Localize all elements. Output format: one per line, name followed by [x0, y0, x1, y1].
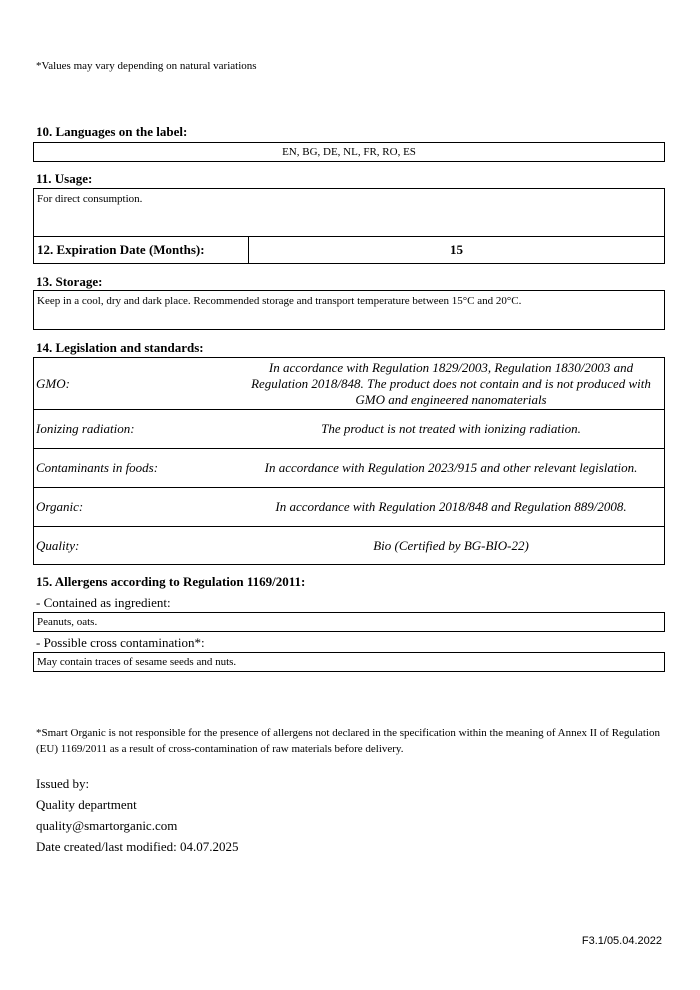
legislation-value: The product is not treated with ionizing radiation. [321, 421, 581, 436]
allergen-footnote: *Smart Organic is not responsible for the presence of allergens not declared in the specification within the meaning of Annex II of Regulation (EU) 1169/2011 as a result of cross-contamination of raw materials before delivery. [36, 727, 660, 755]
section-15-heading: 15. Allergens according to Regulation 1169/2011: [36, 574, 306, 589]
legislation-table [33, 357, 665, 565]
contained-label: - Contained as ingredient: [36, 595, 171, 610]
legislation-key: Organic: [36, 499, 84, 514]
expiration-row [33, 236, 665, 264]
section-14-heading: 14. Legislation and standards: [36, 340, 204, 355]
section-13-heading: 13. Storage: [36, 274, 103, 289]
storage-value: Keep in a cool, dry and dark place. Recommended storage and transport temperature between 15°C and 20°C. [37, 295, 522, 307]
variation-note: *Values may vary depending on natural variations [36, 60, 257, 72]
issued-email: quality@smartorganic.com [36, 818, 178, 833]
legislation-key: Contaminants in foods: [36, 460, 159, 475]
cross-value: May contain traces of sesame seeds and nuts. [37, 656, 237, 668]
cross-box [33, 652, 665, 672]
legislation-row-gmo [34, 358, 664, 410]
section-11-heading: 11. Usage: [36, 171, 93, 186]
legislation-key: Ionizing radiation: [36, 421, 135, 436]
legislation-row-contaminants [34, 449, 664, 488]
languages-box [33, 142, 665, 162]
legislation-value: In accordance with Regulation 1829/2003, Regulation 1830/2003 and Regulation 2018/848. The product does not contain and is not produced with GMO and engineered nanomaterials [251, 359, 651, 407]
expiration-label: 12. Expiration Date (Months): [34, 237, 249, 263]
legislation-value: Bio (Certified by BG-BIO-22) [373, 537, 529, 553]
expiration-value: 15 [450, 242, 463, 257]
issued-department: Quality department [36, 797, 137, 812]
issued-label: Issued by: [36, 776, 90, 791]
issued-date: Date created/last modified: 04.07.2025 [36, 839, 239, 854]
legislation-value: In accordance with Regulation 2023/915 and other relevant legislation. [264, 460, 638, 475]
contained-value: Peanuts, oats. [37, 616, 98, 628]
contained-box [33, 612, 665, 632]
legislation-key: Quality: [36, 537, 80, 553]
languages-value: EN, BG, DE, NL, FR, RO, ES [282, 146, 416, 158]
legislation-key: GMO: [36, 375, 70, 391]
legislation-row-ionizing [34, 410, 664, 449]
usage-box [33, 188, 665, 237]
legislation-row-organic [34, 488, 664, 527]
legislation-row-quality [34, 527, 664, 564]
cross-label: - Possible cross contamination*: [36, 635, 205, 650]
storage-box [33, 290, 665, 330]
section-10-heading: 10. Languages on the label: [36, 124, 188, 139]
usage-value: For direct consumption. [37, 193, 143, 205]
form-code: F3.1/05.04.2022 [581, 935, 662, 947]
legislation-value: In accordance with Regulation 2018/848 and Regulation 889/2008. [275, 499, 627, 514]
